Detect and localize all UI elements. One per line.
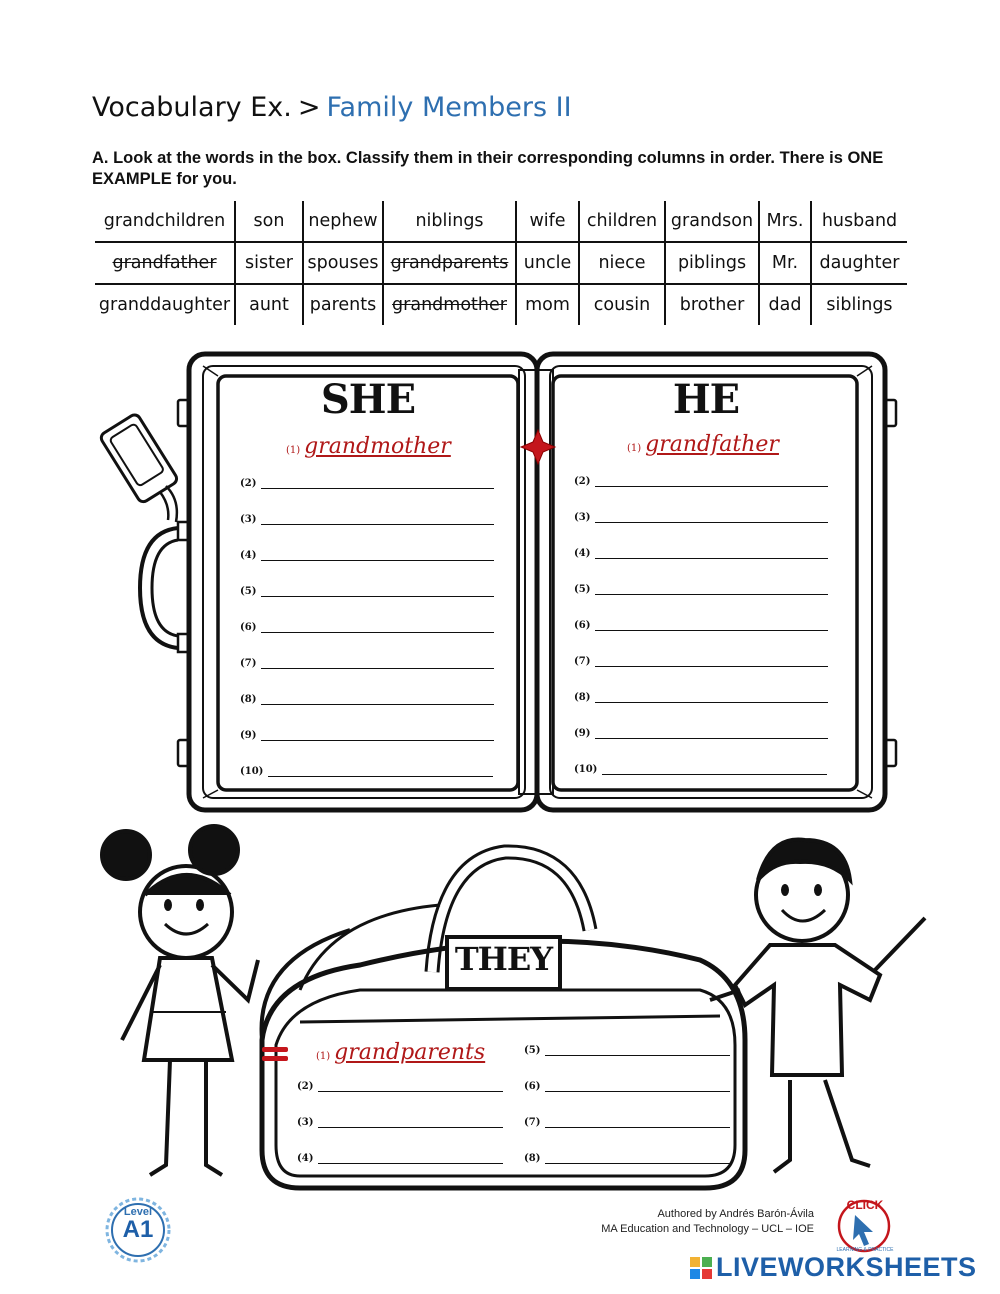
word-cell: dad	[759, 284, 811, 325]
level-badge-text	[107, 1206, 169, 1242]
he-answer-number: (4)	[574, 548, 591, 559]
word-cell: granddaughter	[95, 284, 235, 325]
they-answer-row	[524, 1081, 730, 1092]
she-answer-input[interactable]	[261, 622, 494, 633]
he-answer-input[interactable]	[595, 476, 828, 487]
he-answer-number: (2)	[574, 476, 591, 487]
she-answer-input[interactable]	[261, 514, 494, 525]
word-cell: husband	[811, 201, 907, 242]
click-logo-sub: LEARNING & PRACTICE	[836, 1247, 894, 1253]
click-logo-text: CLICK	[846, 1198, 884, 1212]
he-answer-row	[574, 692, 828, 703]
they-answer-row	[297, 1081, 503, 1092]
he-answer-input[interactable]	[595, 584, 828, 595]
word-cell: uncle	[516, 242, 579, 284]
word-cell: grandparents	[383, 242, 516, 284]
he-answer-row	[574, 584, 828, 595]
word-cell: Mr.	[759, 242, 811, 284]
she-answer-input[interactable]	[261, 730, 494, 741]
she-answer-input[interactable]	[261, 694, 494, 705]
footer-author-block	[601, 1207, 814, 1237]
she-answer-row	[240, 622, 494, 633]
he-answer-number: (8)	[574, 692, 591, 703]
they-answer-row	[524, 1117, 730, 1128]
they-answer-number: (7)	[524, 1117, 541, 1128]
she-answer-input[interactable]	[261, 658, 494, 669]
brand-name: LIVEWORKSHEETS	[716, 1252, 977, 1282]
they-answer-number: (5)	[524, 1045, 541, 1056]
he-answer-row	[574, 476, 828, 487]
they-example	[316, 1040, 485, 1065]
title-separator: >	[297, 92, 321, 123]
she-answer-row	[240, 694, 494, 705]
word-cell: siblings	[811, 284, 907, 325]
she-answer-row	[240, 766, 493, 777]
he-example-num: (1)	[627, 443, 642, 454]
she-answer-row	[240, 730, 494, 741]
she-answer-input[interactable]	[261, 550, 494, 561]
she-answer-row	[240, 514, 494, 525]
brand-cubes-icon	[690, 1257, 712, 1279]
he-answer-number: (7)	[574, 656, 591, 667]
he-answer-number: (6)	[574, 620, 591, 631]
they-answer-row	[297, 1153, 503, 1164]
they-answer-input[interactable]	[318, 1081, 503, 1092]
footer-author: Authored by Andrés Barón-Ávila	[657, 1208, 814, 1220]
she-answer-number: (4)	[240, 550, 257, 561]
title-prefix: Vocabulary Ex.	[92, 92, 292, 123]
word-cell: daughter	[811, 242, 907, 284]
she-answer-number: (10)	[240, 766, 264, 777]
word-cell: nephew	[303, 201, 383, 242]
word-cell: grandfather	[95, 242, 235, 284]
girl-figure-icon	[102, 826, 258, 1175]
they-answer-number: (6)	[524, 1081, 541, 1092]
they-answer-number: (8)	[524, 1153, 541, 1164]
they-example-num: (1)	[316, 1051, 331, 1062]
he-answer-number: (3)	[574, 512, 591, 523]
word-cell: piblings	[665, 242, 759, 284]
he-answer-input[interactable]	[595, 692, 828, 703]
word-cell: grandson	[665, 201, 759, 242]
footer-affiliation: MA Education and Technology – UCL – IOE	[601, 1223, 814, 1235]
title-topic: Family Members II	[326, 92, 572, 123]
he-answer-input[interactable]	[595, 656, 828, 667]
she-example-word: grandmother	[304, 434, 451, 459]
he-answer-row	[574, 764, 827, 775]
she-title: SHE	[320, 376, 416, 423]
she-answer-row	[240, 586, 494, 597]
liveworksheets-brand[interactable]	[690, 1252, 977, 1283]
they-answer-number: (3)	[297, 1117, 314, 1128]
word-cell: Mrs.	[759, 201, 811, 242]
word-cell: spouses	[303, 242, 383, 284]
she-answer-number: (2)	[240, 478, 257, 489]
they-answer-input[interactable]	[318, 1153, 503, 1164]
she-answer-row	[240, 478, 494, 489]
luggage-tag-icon	[99, 413, 179, 522]
he-answer-input[interactable]	[595, 620, 828, 631]
she-example	[286, 434, 451, 459]
he-example	[627, 432, 779, 457]
he-answer-input[interactable]	[595, 512, 828, 523]
he-example-word: grandfather	[645, 432, 779, 457]
they-answer-input[interactable]	[545, 1045, 730, 1056]
she-answer-number: (6)	[240, 622, 257, 633]
he-answer-input[interactable]	[602, 764, 827, 775]
she-example-num: (1)	[286, 445, 301, 456]
he-answer-row	[574, 656, 828, 667]
they-title: THEY	[454, 940, 553, 978]
duffel-bag-icon	[262, 852, 745, 1188]
he-answer-row	[574, 512, 828, 523]
word-cell: aunt	[235, 284, 303, 325]
she-answer-number: (7)	[240, 658, 257, 669]
word-cell: children	[579, 201, 665, 242]
he-answer-row	[574, 620, 828, 631]
he-answer-number: (10)	[574, 764, 598, 775]
word-cell: grandmother	[383, 284, 516, 325]
he-answer-row	[574, 548, 828, 559]
word-cell: wife	[516, 201, 579, 242]
they-answer-number: (4)	[297, 1153, 314, 1164]
she-answer-number: (3)	[240, 514, 257, 525]
they-answer-input[interactable]	[318, 1117, 503, 1128]
she-answer-input[interactable]	[268, 766, 493, 777]
word-cell: niblings	[383, 201, 516, 242]
she-answer-number: (8)	[240, 694, 257, 705]
word-cell: mom	[516, 284, 579, 325]
they-answer-input[interactable]	[545, 1117, 730, 1128]
he-answer-number: (5)	[574, 584, 591, 595]
word-cell: brother	[665, 284, 759, 325]
instructions: A. Look at the words in the box. Classify them in their corresponding columns in order. There is ONE EXAMPLE for you.	[92, 149, 884, 188]
word-cell: parents	[303, 284, 383, 325]
word-cell: cousin	[579, 284, 665, 325]
they-answer-row	[524, 1045, 730, 1056]
they-answer-input[interactable]	[545, 1153, 730, 1164]
he-title: HE	[672, 376, 740, 423]
he-answer-number: (9)	[574, 728, 591, 739]
she-answer-number: (5)	[240, 586, 257, 597]
level-code: A1	[122, 1216, 154, 1243]
they-answer-row	[524, 1153, 730, 1164]
he-answer-input[interactable]	[595, 728, 828, 739]
she-answer-row	[240, 658, 494, 669]
they-example-word: grandparents	[334, 1040, 486, 1065]
word-cell: sister	[235, 242, 303, 284]
she-answer-input[interactable]	[261, 478, 494, 489]
word-cell: niece	[579, 242, 665, 284]
they-answer-number: (2)	[297, 1081, 314, 1092]
he-answer-row	[574, 728, 828, 739]
she-answer-number: (9)	[240, 730, 257, 741]
he-answer-input[interactable]	[595, 548, 828, 559]
they-answer-input[interactable]	[545, 1081, 730, 1092]
word-cell: son	[235, 201, 303, 242]
level-label: Level	[123, 1206, 153, 1218]
she-answer-row	[240, 550, 494, 561]
word-cell: grandchildren	[103, 211, 226, 231]
she-answer-input[interactable]	[261, 586, 494, 597]
they-answer-row	[297, 1117, 503, 1128]
